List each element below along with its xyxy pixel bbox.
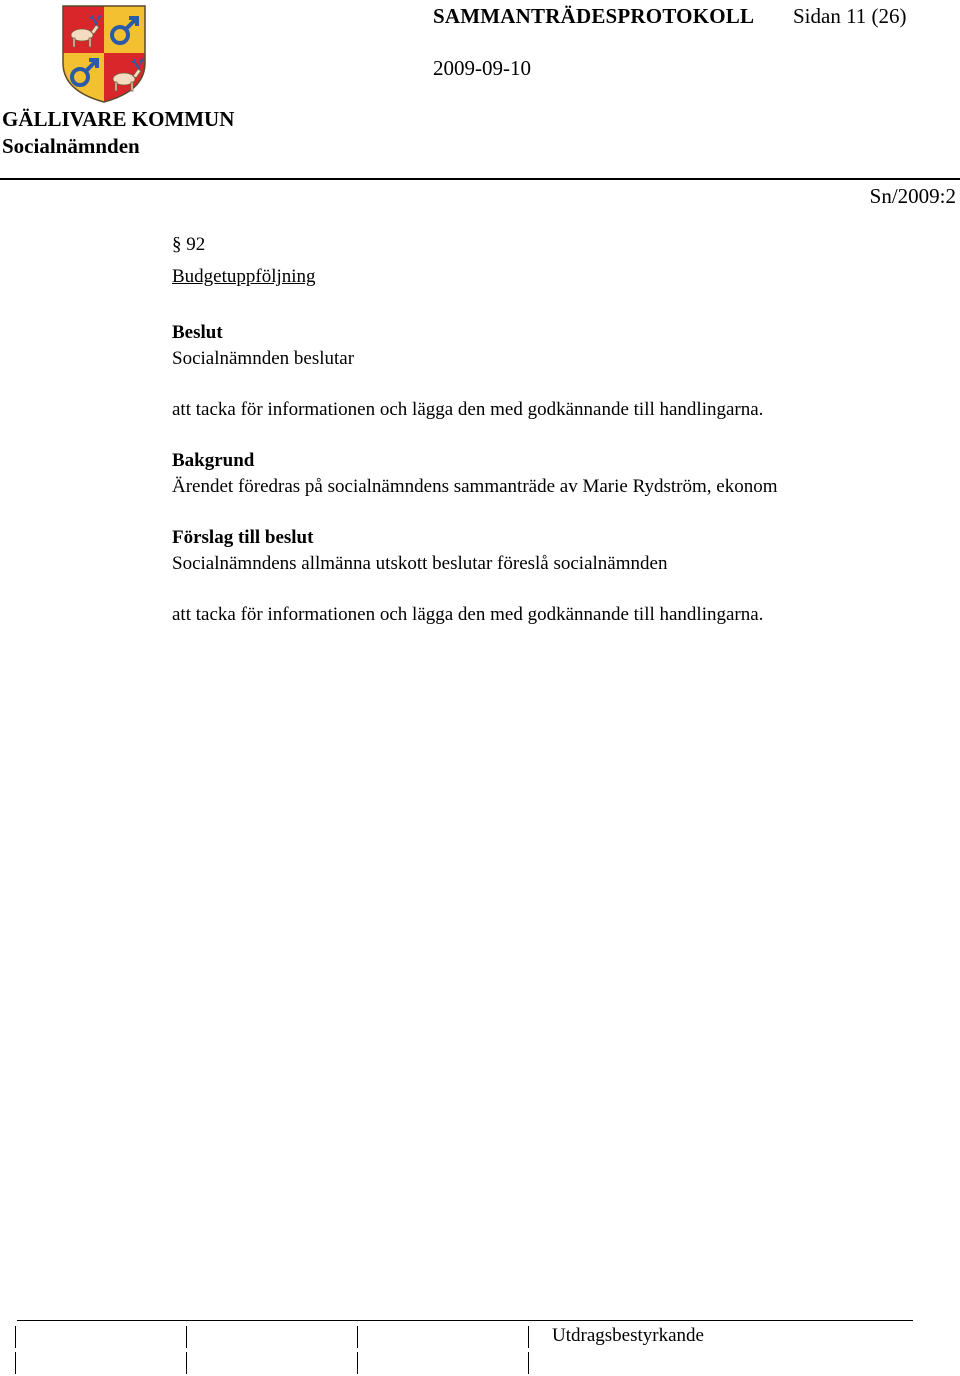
municipality-crest	[62, 5, 146, 103]
signature-box-divider	[186, 1326, 187, 1348]
page-number: Sidan 11 (26)	[793, 4, 907, 28]
signature-box-divider	[15, 1352, 16, 1374]
signature-box-divider	[357, 1326, 358, 1348]
meeting-date: 2009-09-10	[433, 56, 531, 80]
proposal-heading: Förslag till beslut	[172, 527, 314, 548]
footer-divider	[17, 1320, 913, 1321]
proposal-text: att tacka för informationen och lägga den med godkännande till handlingarna.	[172, 604, 764, 625]
background-text: Ärendet föredras på socialnämndens sammanträde av Marie Rydström, ekonom	[172, 476, 778, 497]
header-divider	[0, 178, 960, 180]
signature-box-divider	[15, 1326, 16, 1348]
department-name: Socialnämnden	[2, 134, 140, 158]
proposal-intro: Socialnämndens allmänna utskott beslutar föreslå socialnämnden	[172, 553, 668, 574]
signature-box-divider	[186, 1352, 187, 1374]
certification-label: Utdragsbestyrkande	[552, 1325, 704, 1346]
organization-name: GÄLLIVARE KOMMUN	[2, 107, 235, 131]
section-title: Budgetuppföljning	[172, 266, 316, 287]
background-heading: Bakgrund	[172, 450, 255, 471]
document-title: SAMMANTRÄDESPROTOKOLL	[433, 4, 755, 28]
signature-box-divider	[528, 1352, 529, 1374]
decision-heading: Beslut	[172, 322, 223, 343]
decision-intro: Socialnämnden beslutar	[172, 348, 355, 369]
section-number: § 92	[172, 234, 206, 255]
signature-box-divider	[528, 1326, 529, 1348]
case-reference: Sn/2009:2	[869, 184, 956, 208]
signature-box-divider	[357, 1352, 358, 1374]
decision-text: att tacka för informationen och lägga den med godkännande till handlingarna.	[172, 399, 764, 420]
